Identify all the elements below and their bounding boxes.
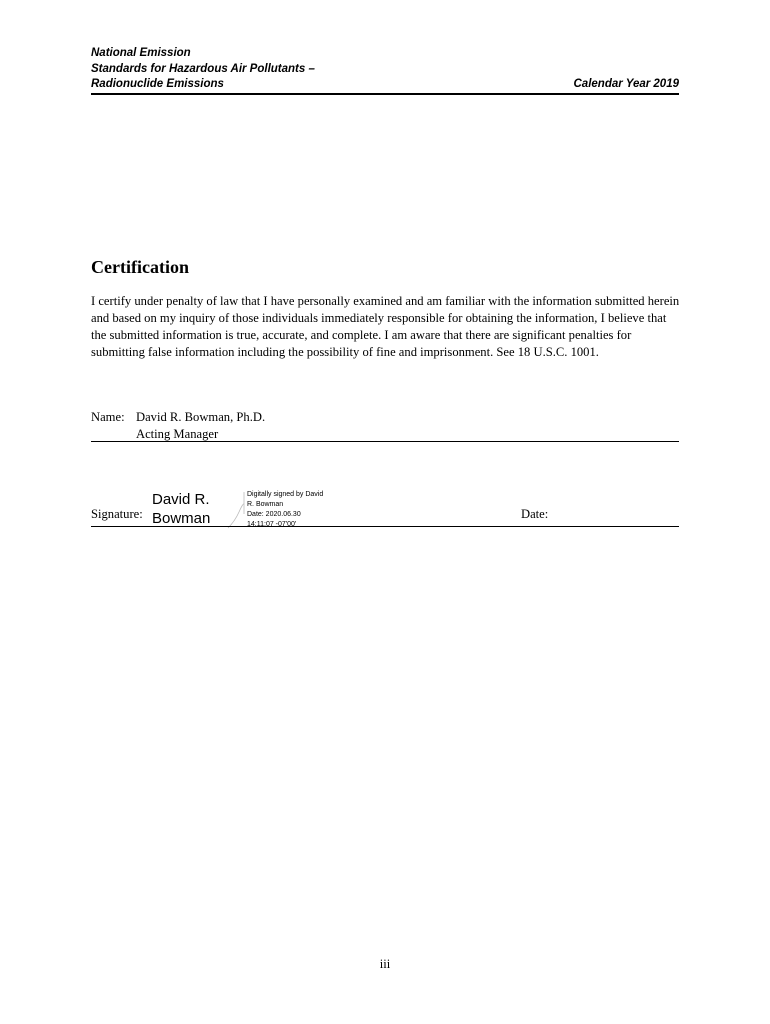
certification-title: Certification	[91, 257, 189, 277]
digital-signature-mark-icon	[226, 490, 246, 530]
job-title: Acting Manager	[136, 427, 219, 441]
digital-line-1: Digitally signed by David	[247, 491, 324, 498]
date-label: Date:	[521, 507, 549, 521]
header-line-3: Radionuclide Emissions	[91, 78, 224, 90]
certification-statement: I certify under penalty of law that I have personally examined and am familiar with the information submitted herein and based on my inquiry of those individuals immediately responsible for obtaining the information, I believe that the submitted information is true, accurate, and complete. I am aware that there are significant penalties for submitting false information including the possibility of fine and imprisonment. See 18 U.S.C. 1001.	[91, 294, 680, 359]
page-header	[91, 46, 679, 93]
name-label: Name:	[91, 410, 125, 424]
digital-line-4: 14:11:07 -07'00'	[247, 521, 297, 528]
signature-rule	[91, 526, 679, 527]
digital-signature-details	[247, 490, 342, 530]
header-line-1: National Emission	[91, 47, 191, 59]
signature-name-line-2: Bowman	[152, 510, 211, 527]
name-value: David R. Bowman, Ph.D.	[136, 410, 266, 424]
signature-name	[152, 490, 210, 528]
header-line-2: Standards for Hazardous Air Pollutants –	[91, 62, 315, 75]
signature-label: Signature:	[91, 507, 143, 521]
signature-name-line-1: David R.	[152, 491, 210, 508]
header-rule	[91, 93, 679, 95]
page-number: iii	[379, 957, 391, 971]
digital-line-2: R. Bowman	[247, 501, 284, 508]
header-calendar-year: Calendar Year 2019	[573, 78, 679, 90]
digital-line-3: Date: 2020.06.30	[247, 511, 301, 518]
name-rule	[91, 441, 679, 442]
